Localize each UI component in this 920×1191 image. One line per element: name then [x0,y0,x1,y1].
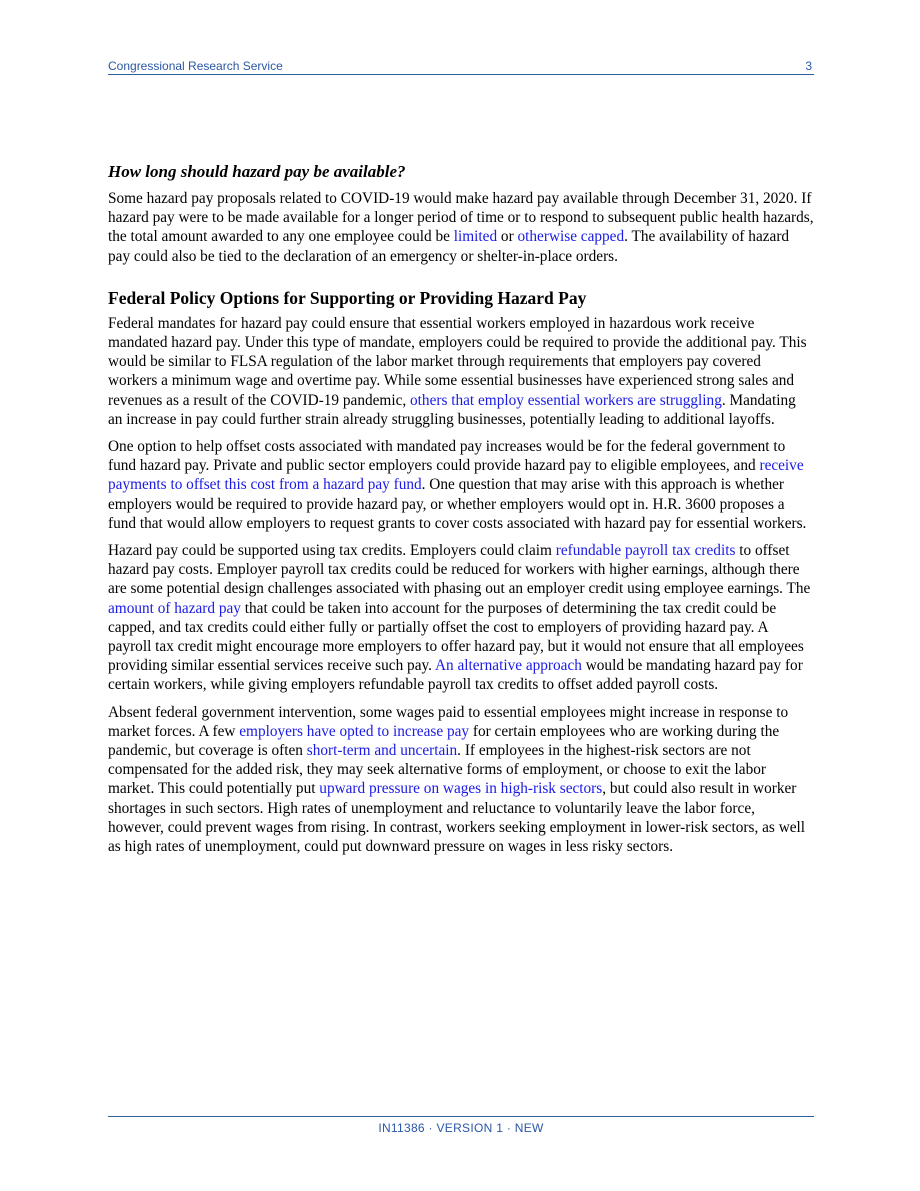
link-hazard-pay-fund[interactable]: receive payments to offset this cost from a hazard pay fund [108,457,804,494]
paragraph [108,541,814,695]
page-header [108,58,814,75]
link-short-term-uncertain[interactable]: short-term and uncertain [306,742,458,760]
section-heading-hazard-pay-duration: How long should hazard pay be available? [108,162,406,181]
header-page-number: 3 [805,59,812,73]
text-run: , but could also result in worker shortages in such sectors. High rates of unemployment and reluctance to voluntarily leave the labor force, however, could prevent wages from rising. In contrast, workers seeking employment in lower-risk sectors, as well as high rates of unemployment, could put downward pressure on wages in less risky sectors. [108,780,806,856]
text-run: One option to help offset costs associated with mandated pay increases would be for the federal government to fund hazard pay. Private and public sector employers could provide hazard pay to eligible employees, and [108,438,786,475]
link-refundable-payroll-tax-credits[interactable]: refundable payroll tax credits [555,542,736,560]
link-upward-pressure-wages[interactable]: upward pressure on wages in high-risk sectors [319,780,603,798]
paragraph [108,189,814,266]
text-run: Federal mandates for hazard pay could ensure that essential workers employed in hazardous work receive mandated hazard pay. Under this type of mandate, employers could be required to provide the additional pay. This would be similar to FLSA regulation of the labor market through requirements that employers pay covered workers a minimum wage and overtime pay. While some essential businesses have experienced strong sales and revenues as a result of the COVID-19 pandemic, [108,314,807,409]
section-heading-federal-policy-options: Federal Policy Options for Supporting or Providing Hazard Pay [108,287,587,308]
text-run: would be mandating hazard pay for certain workers, while giving employers refundable payroll tax credits to offset added payroll costs. [108,657,803,694]
page-footer [108,1116,814,1135]
text-run: for certain employees who are working during the pandemic, but coverage is often [108,722,780,760]
text-run: . Mandating an increase in pay could further strain already struggling businesses, potentially leading to additional layoffs. [108,391,796,428]
link-employers-increase-pay[interactable]: employers have opted to increase pay [239,722,470,740]
link-limited[interactable]: limited [453,228,498,246]
text-run: or [497,228,518,246]
link-otherwise-capped[interactable]: otherwise capped [517,228,625,246]
text-run: Hazard pay could be supported using tax credits. Employers could claim [108,542,556,560]
link-amount-of-hazard-pay[interactable]: amount of hazard pay [108,599,241,617]
paragraph [108,314,814,429]
text-run: . The availability of hazard pay could also be tied to the declaration of an emergency or shelter-in-place orders. [108,228,790,265]
text-run: . If employees in the highest-risk sectors are not compensated for the added risk, they may seek alternative forms of employment, or choose to exit the labor market. This could potentially put [108,742,766,798]
text-run: Some hazard pay proposals related to COVID-19 would make hazard pay available through December 31, 2020. If hazard pay were to be made available for a longer period of time or to respond to subsequent public health hazards, the total amount awarded to any one employee could be [108,190,814,246]
footer-document-code: IN11386 · VERSION 1 · NEW [378,1121,544,1135]
text-run: to offset hazard pay costs. Employer payroll tax credits could be reduced for workers with higher earnings, although there are some potential design challenges associated with phasing out an employer credit using employee earnings. The [108,542,811,598]
paragraph [108,703,814,857]
text-run: . One question that may arise with this approach is whether employers would be required to provide hazard pay, or whether employers would opt in. H.R. 3600 proposes a fund that would allow employers to request grants to cover costs associated with hazard pay for essential workers. [108,476,807,532]
paragraph [108,437,814,533]
link-alternative-approach[interactable]: An alternative approach [434,657,582,675]
link-others-struggling[interactable]: others that employ essential workers are struggling [410,391,722,409]
main-content [108,161,814,864]
text-run: Absent federal government intervention, some wages paid to essential employees might increase in response to market forces. A few [108,703,789,740]
text-run: that could be taken into account for the purposes of determining the tax credit could be capped, and tax credits could either fully or partially offset the cost to employers of providing hazard pay. A payroll tax credit might encourage more employers to offer hazard pay, but it would not ensure that all employees providing similar essential services receive such pay. [108,599,804,675]
header-org-name: Congressional Research Service [108,59,283,73]
